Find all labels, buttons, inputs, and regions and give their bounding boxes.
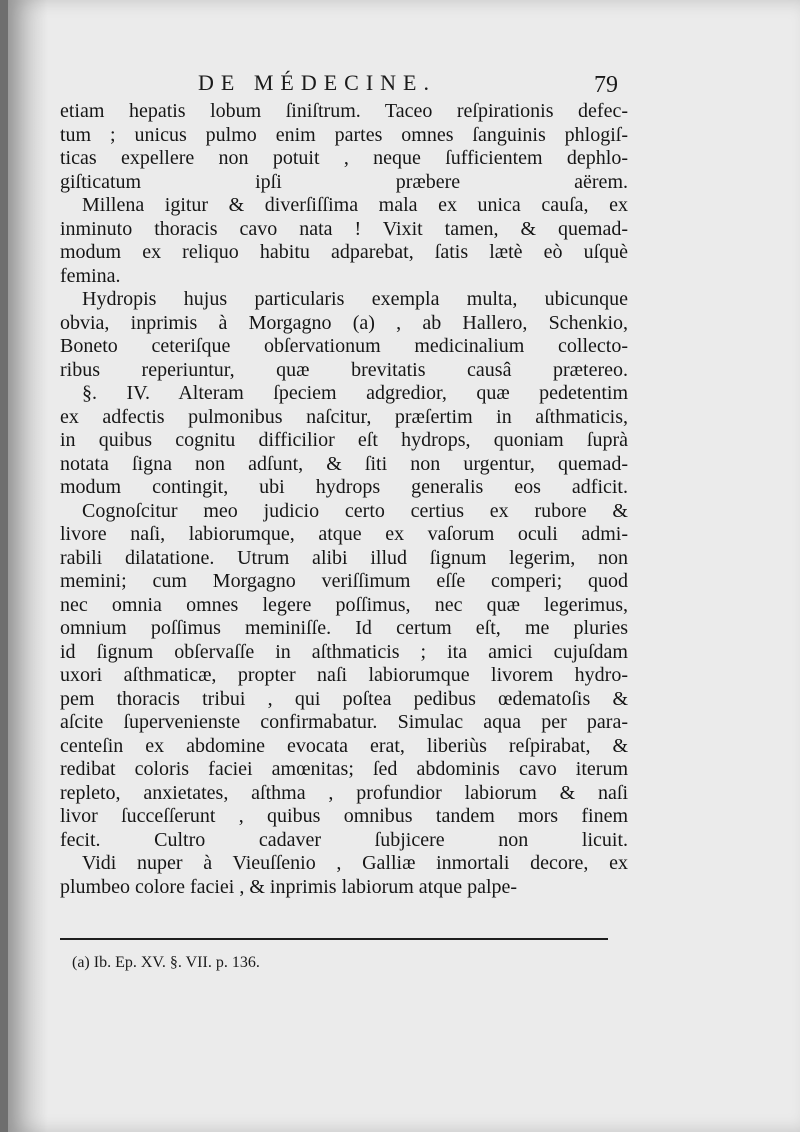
text-line: pem thoracis tribui , qui poſtea pedibus œdematoſis & <box>60 687 628 710</box>
text-line: ribus reperiuntur, quæ brevitatis causâ prætereo. <box>60 358 628 381</box>
text-line: modum ex reliquo habitu adparebat, ſatis lætè eò uſquè <box>60 241 628 263</box>
text-line: repleto, anxietates, aſthma , profundior labiorum & naſi <box>60 781 628 804</box>
text-line: Boneto ceteriſque obſervationum medicinalium collecto- <box>60 335 628 357</box>
text-line: fecit. Cultro cadaver ſubjicere non licuit. <box>60 828 628 851</box>
text-line: nec omnia omnes legere poſſimus, nec quæ legerimus, <box>60 593 628 616</box>
text-line: ex adfectis pulmonibus naſcitur, præſertim in aſthmaticis, <box>60 405 628 428</box>
page-number: 79 <box>594 72 618 98</box>
text-line: §. IV. Alteram ſpeciem adgredior, quæ pedetentim <box>82 382 628 404</box>
text-line: Hydropis hujus particularis exempla multa, ubicunque <box>82 288 628 310</box>
text-line: obvia, inprimis à Morgagno (a) , ab Hallero, Schenkio, <box>60 311 628 334</box>
text-line: centeſin ex abdomine evocata erat, liberiùs reſpirabat, & <box>60 734 628 757</box>
body-text <box>60 100 628 899</box>
text-line: aſcite ſupervenienste confirmabatur. Simulac aqua per para- <box>60 711 628 733</box>
text-line: modum contingit, ubi hydrops generalis eos adficit. <box>60 476 628 498</box>
binding-gutter <box>8 0 48 1132</box>
text-line: livore naſi, labiorumque, atque ex vaſorum oculi admi- <box>60 523 628 545</box>
book-page <box>8 0 800 1132</box>
text-line: femina. <box>60 264 121 287</box>
text-line: id ſignum obſervaſſe in aſthmaticis ; ita amici cujuſdam <box>60 640 628 663</box>
text-line: omnium poſſimus meminiſſe. Id certum eſt, me pluries <box>60 617 628 639</box>
text-line: Millena igitur & diverſiſſima mala ex unica cauſa, ex <box>82 194 628 216</box>
footnote: (a) Ib. Ep. XV. §. VII. p. 136. <box>72 954 260 971</box>
text-line: ticas expellere non potuit , neque ſufficientem dephlo- <box>60 147 628 169</box>
text-line: etiam hepatis lobum ſiniſtrum. Taceo reſpirationis defec- <box>60 100 628 122</box>
text-line: livor ſucceſſerunt , quibus omnibus tandem mors finem <box>60 805 628 827</box>
text-line: plumbeo colore faciei , & inprimis labiorum atque palpe- <box>60 875 518 898</box>
text-line: redibat coloris faciei amœnitas; ſed abdominis cavo iterum <box>60 758 628 780</box>
text-line: giſticatum ipſi præbere aërem. <box>60 170 628 193</box>
page-header <box>198 70 618 104</box>
text-line: memini; cum Morgagno veriſſimum eſſe comperi; quod <box>60 570 628 592</box>
text-line: in quibus cognitu difficilior eſt hydrops, quoniam ſuprà <box>60 429 628 451</box>
text-line: Vidi nuper à Vieuſſenio , Galliæ inmortali decore, ex <box>82 852 628 874</box>
text-line: notata ſigna non adſunt, & ſiti non urgentur, quemad- <box>60 452 628 475</box>
text-line: tum ; unicus pulmo enim partes omnes ſanguinis phlogiſ- <box>60 123 628 146</box>
running-head: DE MÉDECINE. <box>198 70 436 95</box>
text-line: uxori aſthmaticæ, propter naſi labiorumque livorem hydro- <box>60 664 628 686</box>
footnote-rule <box>60 938 608 940</box>
text-line: inminuto thoracis cavo nata ! Vixit tamen, & quemad- <box>60 217 628 240</box>
text-line: rabili dilatatione. Utrum alibi illud ſignum legerim, non <box>60 546 628 569</box>
text-line: Cognoſcitur meo judicio certo certius ex rubore & <box>82 499 628 522</box>
